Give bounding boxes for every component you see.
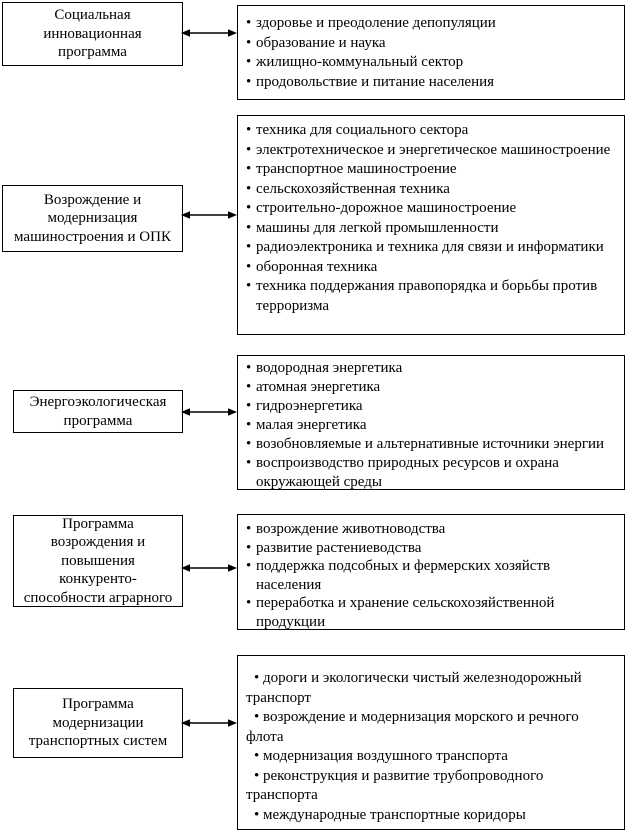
program-title-line: конкуренто- bbox=[59, 571, 137, 588]
program-title-line: модернизации bbox=[52, 714, 144, 731]
double-arrow-icon bbox=[181, 561, 237, 575]
direction-item: • строительно-дорожное машиностроение bbox=[246, 199, 616, 219]
program-title-line: повышения bbox=[61, 552, 135, 569]
program-title-line: Программа bbox=[62, 696, 134, 713]
program-box-agrarian bbox=[13, 515, 183, 607]
direction-item: • радиоэлектроника и техника для связи и информатики bbox=[246, 238, 616, 258]
program-title-line: транспортных систем bbox=[28, 733, 168, 750]
direction-item: • возобновляемые и альтернативные источники энергии bbox=[246, 435, 616, 454]
direction-item: • техника для социального сектора bbox=[246, 121, 616, 141]
program-title-line: инновационная bbox=[43, 25, 142, 42]
program-title-line: Возрождение и bbox=[43, 191, 142, 208]
direction-item: • воспроизводство природных ресурсов и охрана окружающей среды bbox=[246, 454, 616, 492]
directions-box-energy bbox=[237, 355, 625, 490]
double-arrow-icon bbox=[181, 208, 237, 222]
direction-item: • атомная энергетика bbox=[246, 378, 616, 397]
double-arrow-icon bbox=[181, 26, 237, 40]
direction-item: • оборонная техника bbox=[246, 258, 616, 278]
program-title-line: Энергоэкологическая bbox=[29, 394, 167, 410]
direction-item: • дороги и экологически чистый железнодорожный транспорт bbox=[246, 669, 616, 708]
direction-item: • машины для легкой промышленности bbox=[246, 219, 616, 239]
double-arrow-icon bbox=[181, 405, 237, 419]
directions-box-transport bbox=[237, 655, 625, 830]
program-title-line: программа bbox=[63, 412, 133, 429]
direction-item: • транспортное машиностроение bbox=[246, 160, 616, 180]
direction-item: • реконструкция и развитие трубопроводного транспорта bbox=[246, 767, 616, 806]
directions-box-machinery bbox=[237, 115, 625, 335]
program-title-line: возрождения и bbox=[50, 534, 146, 551]
program-title-line: машиностроения и ОПК bbox=[14, 228, 171, 245]
direction-item: • жилищно-коммунальный сектор bbox=[246, 53, 616, 73]
direction-item: • образование и наука bbox=[246, 34, 616, 54]
program-title-line: способности аграрного bbox=[23, 589, 173, 606]
directions-box-social bbox=[237, 5, 625, 100]
direction-item: • развитие растениеводства bbox=[246, 539, 616, 558]
program-title-line: Социальная bbox=[54, 7, 131, 24]
direction-item: • здоровье и преодоление депопуляции bbox=[246, 14, 616, 34]
program-box-transport bbox=[13, 688, 183, 758]
direction-item: • поддержка подсобных и фермерских хозяйств населения bbox=[246, 557, 616, 594]
direction-item: • международные транспортные коридоры bbox=[246, 806, 616, 826]
direction-item: • гидроэнергетика bbox=[246, 397, 616, 416]
program-box-machinery bbox=[2, 185, 183, 252]
directions-box-agrarian bbox=[237, 514, 625, 630]
program-box-energy bbox=[13, 390, 183, 433]
double-arrow-icon bbox=[181, 716, 237, 730]
direction-item: • сельскохозяйственная техника bbox=[246, 180, 616, 200]
direction-item: • продовольствие и питание населения bbox=[246, 73, 616, 93]
program-box-social bbox=[2, 2, 183, 66]
program-title-line: Программа bbox=[62, 515, 134, 532]
direction-item: • техника поддержания правопорядка и борьбы против терроризма bbox=[246, 277, 616, 316]
direction-item: • переработка и хранение сельскохозяйственной продукции bbox=[246, 594, 616, 631]
direction-item: • возрождение и модернизация морского и речного флота bbox=[246, 708, 616, 747]
direction-item: • водородная энергетика bbox=[246, 359, 616, 378]
program-title-line: модернизация bbox=[47, 210, 138, 227]
program-title-line: программа bbox=[58, 44, 127, 61]
direction-item: • возрождение животноводства bbox=[246, 520, 616, 539]
direction-item: • модернизация воздушного транспорта bbox=[246, 747, 616, 767]
direction-item: • электротехническое и энергетическое машиностроение bbox=[246, 141, 616, 161]
direction-item: • малая энергетика bbox=[246, 416, 616, 435]
